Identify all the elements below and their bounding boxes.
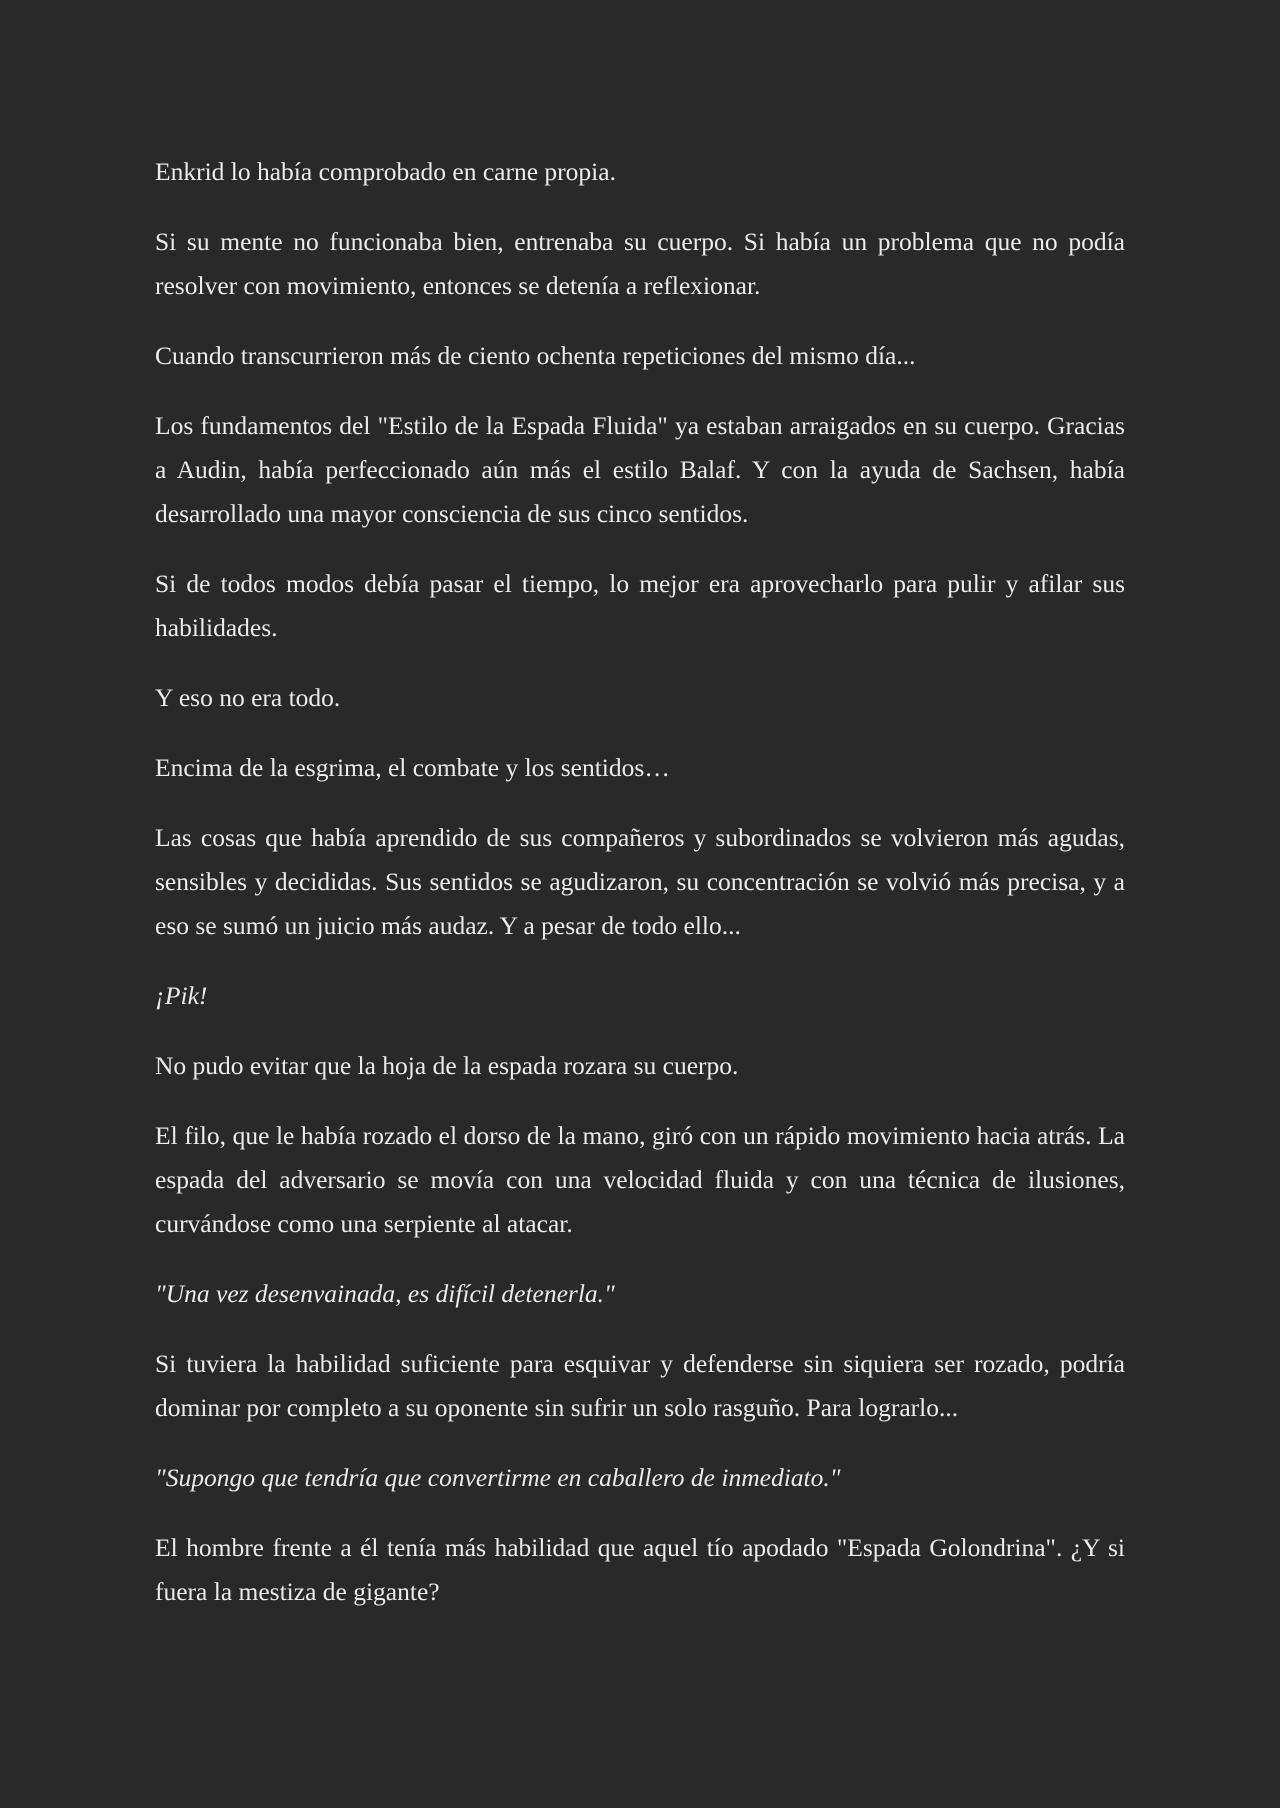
paragraph: Cuando transcurrieron más de ciento ochenta repeticiones del mismo día...: [155, 341, 916, 370]
paragraph: Encima de la esgrima, el combate y los sentidos…: [155, 753, 670, 782]
chapter-text: [155, 150, 1125, 1614]
paragraph: Si de todos modos debía pasar el tiempo, lo mejor era aprovecharlo para pulir y afilar sus habilidades.: [155, 569, 1125, 642]
inner-thought: "Una vez desenvainada, es difícil detenerla.": [155, 1279, 615, 1308]
paragraph: Las cosas que había aprendido de sus compañeros y subordinados se volvieron más agudas, sensibles y decididas. Sus sentidos se agudizaron, su concentración se volvió más precisa, y a eso se sumó un juicio más audaz. Y a pesar de todo ello...: [155, 823, 1125, 940]
paragraph: Y eso no era todo.: [155, 683, 341, 712]
paragraph: Enkrid lo había comprobado en carne propia.: [155, 157, 616, 186]
inner-thought: "Supongo que tendría que convertirme en caballero de inmediato.": [155, 1463, 841, 1492]
paragraph: No pudo evitar que la hoja de la espada rozara su cuerpo.: [155, 1051, 739, 1080]
paragraph: El hombre frente a él tenía más habilidad que aquel tío apodado "Espada Golondrina". ¿Y si fuera la mestiza de gigante?: [155, 1533, 1125, 1606]
paragraph: Si su mente no funcionaba bien, entrenaba su cuerpo. Si había un problema que no podía resolver con movimiento, entonces se detenía a reflexionar.: [155, 227, 1125, 300]
paragraph: Los fundamentos del "Estilo de la Espada Fluida" ya estaban arraigados en su cuerpo. Gracias a Audin, había perfeccionado aún más el estilo Balaf. Y con la ayuda de Sachsen, había desarrollado una mayor consciencia de sus cinco sentidos.: [155, 411, 1125, 528]
paragraph: El filo, que le había rozado el dorso de la mano, giró con un rápido movimiento hacia atrás. La espada del adversario se movía con una velocidad fluida y con una técnica de ilusiones, curvándose como una serpiente al atacar.: [155, 1121, 1125, 1238]
paragraph: Si tuviera la habilidad suficiente para esquivar y defenderse sin siquiera ser rozado, podría dominar por completo a su oponente sin sufrir un solo rasguño. Para lograrlo...: [155, 1349, 1125, 1422]
sound-effect: ¡Pik!: [155, 981, 208, 1010]
